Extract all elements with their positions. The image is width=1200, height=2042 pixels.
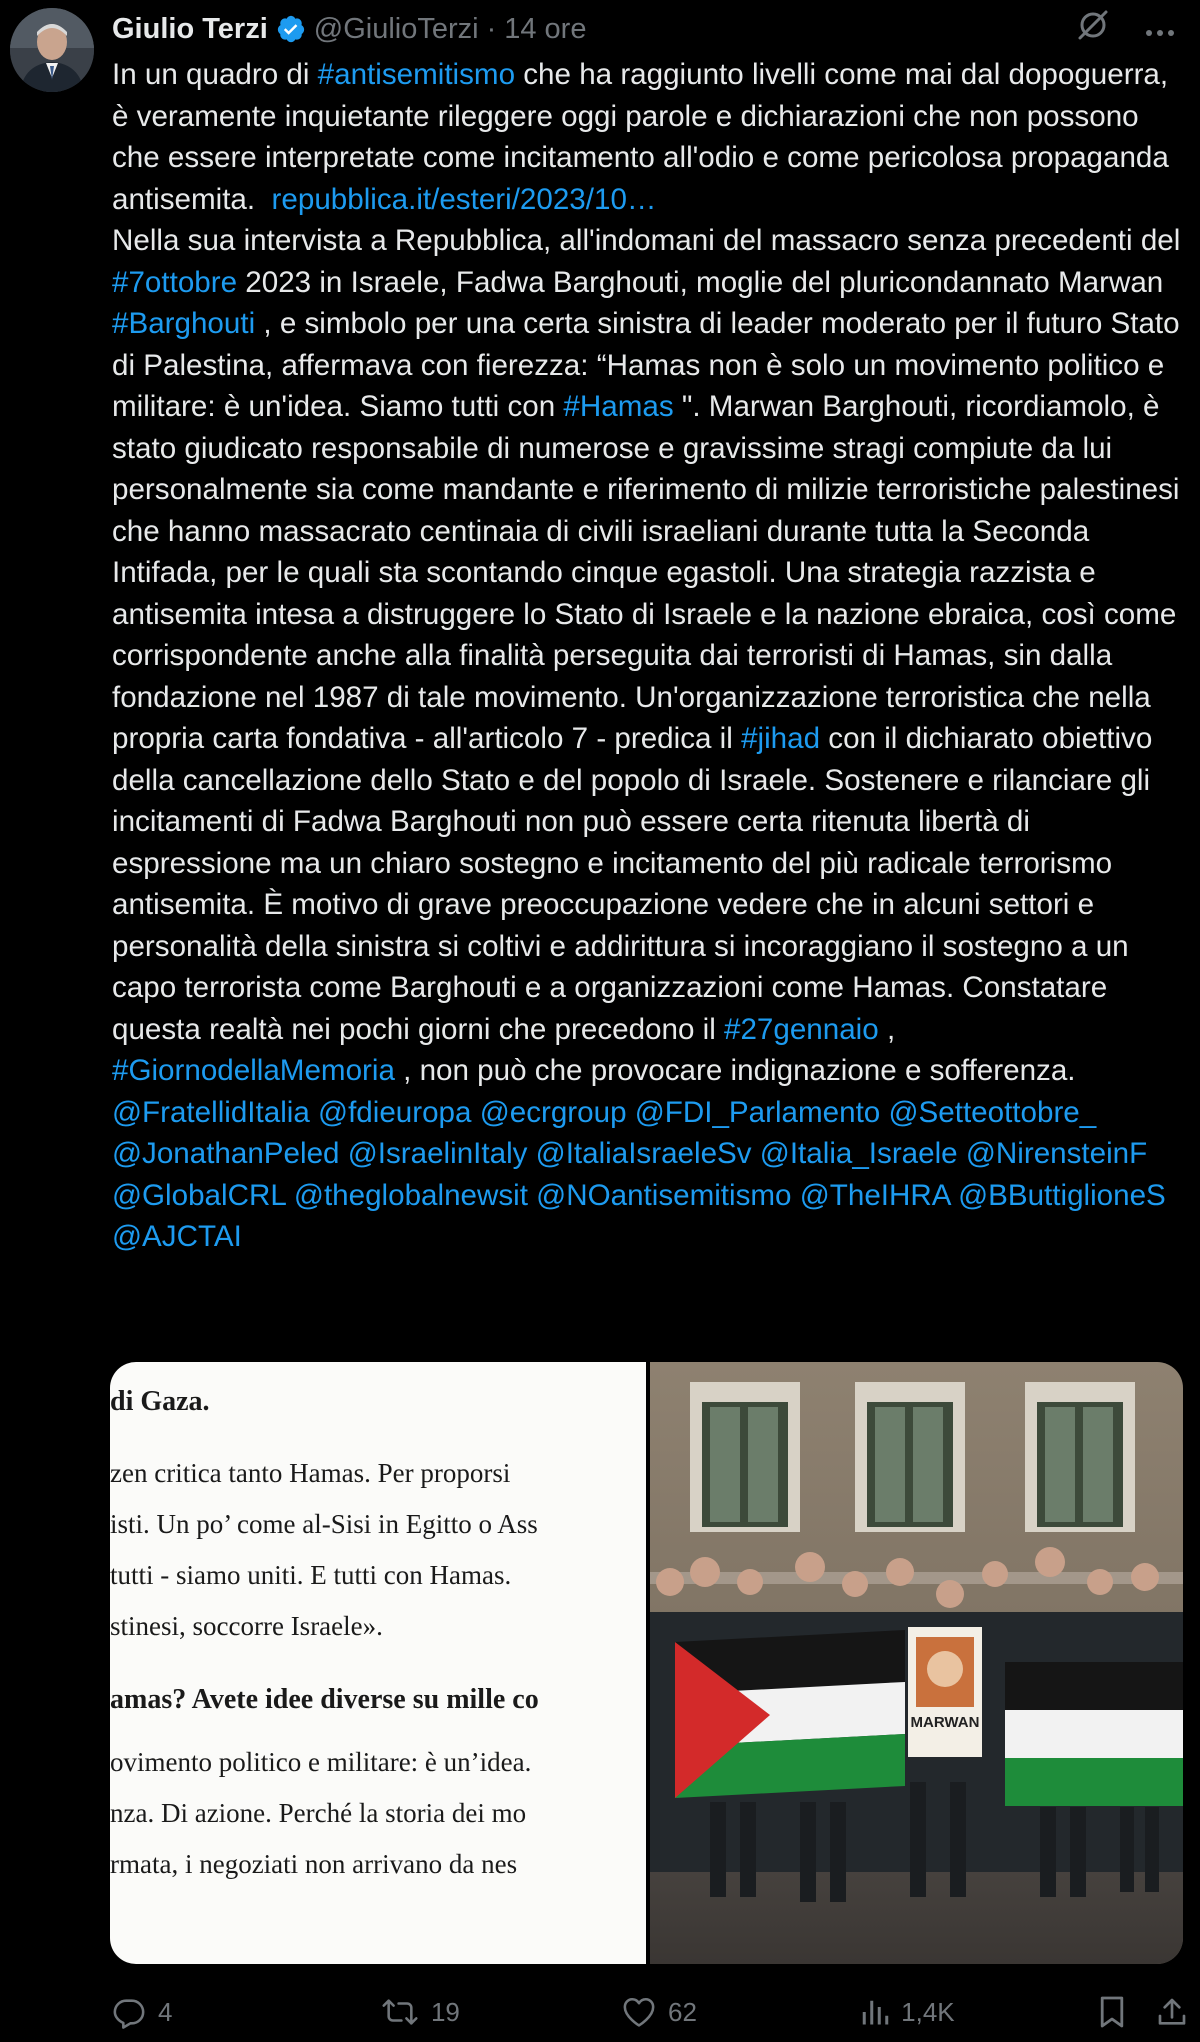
tweet-link[interactable]: #Barghouti xyxy=(112,307,256,340)
views-count: 1,4K xyxy=(901,1996,955,2027)
share-button[interactable] xyxy=(1156,1995,1188,2029)
tweet-text xyxy=(112,54,1188,1258)
article-text-line: zen critica tanto Hamas. Per proporsi xyxy=(110,1458,511,1488)
tweet-link[interactable]: #7ottobre xyxy=(112,265,238,299)
article-text-line: nza. Di azione. Perché la storia dei mo xyxy=(110,1798,527,1828)
retweet-count: 19 xyxy=(430,1996,460,2027)
tweet-text-segment: ". Marwan Barghouti, ricordiamolo, è stato giudicato responsabile di numerose e gravissime stragi compiute da lui personalmente sia come mandante e riferimento di milizie terroristiche palestinesi che hanno massacrato centinaia di civili israeliani durante tutta la Seconda Intifada, per le quali sta scontando cinque egastoli. Una strategia razzista e antisemita intesa a distruggere lo Stato di Israele e la nazione ebraica, così come corrispondente anche alla finalità perseguita dai terroristi di Hamas, sin dalla fondazione nel 1987 di tale movimento. Un'organizzazione terroristica che nella propria carta fondativa - all'articolo 7 - predica il xyxy=(112,390,1188,755)
more-options-icon[interactable] xyxy=(1144,13,1176,46)
tweet-text-segment: che ha raggiunto livelli come mai dal dopoguerra, è veramente inquietante rileggere oggi parole e dichiarazioni che non possono che essere interpretate come incitamento all'odio e come pericolosa propaganda antisemita. xyxy=(112,58,1178,216)
like-count: 62 xyxy=(668,1996,697,2027)
tweet-text-segment: con il dichiarato obiettivo della cancellazione dello Stato e del popolo di Israele. Sostenere e rilanciare gli incitamenti di Fadwa Barghouti non può essere certa ritenuta libertà di espressione ma un chiaro sostegno e incitamento del più radicale terrorismo antisemita. È motivo di grave preoccupazione vedere che in alcuni settori e personalità della sinistra si coltivi e addirittura si incoraggiano il sostegno a un capo terrorista come Barghouti e a organizzazioni come Hamas. Constatare questa realtà nei pochi giorni che precedono il xyxy=(112,722,1161,1046)
tweet-text-segment: Nella sua intervista a Repubblica, all'indomani del massacro senza precedenti del xyxy=(112,224,1181,257)
tweet-link[interactable]: #antisemitismo xyxy=(317,58,516,91)
tweet-media[interactable] xyxy=(110,1362,1183,1964)
tweet-text-segment: , xyxy=(886,1012,896,1046)
tweet-link[interactable]: #27gennaio xyxy=(724,1012,879,1046)
retweet-icon xyxy=(381,1995,419,2029)
photo-illustration-icon xyxy=(650,1362,1183,1964)
article-text-line: tutti - siamo uniti. E tutti con Hamas. xyxy=(110,1560,512,1590)
tweet-link[interactable]: #Hamas xyxy=(563,390,674,423)
views-chart-icon xyxy=(859,1997,889,2027)
tweet-link[interactable]: #jihad xyxy=(741,722,821,755)
article-text-line: isti. Un po’ come al-Sisi in Egitto o Ass xyxy=(110,1509,538,1539)
author-handle[interactable]: @GiulioTerzi xyxy=(313,12,479,45)
retweet-button[interactable] xyxy=(381,1995,622,2029)
article-text-line: ovimento politico e militare: è un’idea. xyxy=(110,1747,532,1777)
avatar-photo-icon xyxy=(10,8,94,92)
tweet-actions-bar xyxy=(112,1990,1188,2034)
article-screenshot-image[interactable] xyxy=(110,1362,646,1964)
heart-icon xyxy=(622,1996,656,2028)
article-text-line: rmata, i negoziati non arrivano da nes xyxy=(110,1849,518,1879)
tweet-text-segment: 2023 in Israele, Fadwa Barghouti, moglie del pluricondannato Marwan xyxy=(237,265,1172,299)
tweet-text-segment: In un quadro di xyxy=(112,58,318,91)
bookmark-button[interactable] xyxy=(1098,1995,1156,2029)
header-separator: · xyxy=(486,12,497,45)
tweet-text-segment: , e simbolo per una certa sinistra di leader moderato per il futuro Stato di Palestina, affermava con fierezza: “Hamas non è solo un movimento politico e militare: è un'idea. Siamo tutti con xyxy=(112,307,1188,423)
article-text-line: amas? Avete idee diverse su mille co xyxy=(110,1684,539,1715)
tweet-link[interactable]: repubblica.it/esteri/2023/10… xyxy=(271,182,657,216)
like-button[interactable] xyxy=(622,1996,859,2028)
poster-text: MARWAN xyxy=(910,1714,980,1731)
author-avatar[interactable] xyxy=(10,8,94,92)
protest-photo-image[interactable] xyxy=(650,1362,1183,1964)
author-name[interactable]: Giulio Terzi xyxy=(112,12,268,45)
reply-count: 4 xyxy=(158,1996,173,2027)
tweet-header xyxy=(112,8,1176,50)
tweet-text-segment: , non può che provocare indignazione e sofferenza. xyxy=(403,1054,1076,1087)
share-icon xyxy=(1156,1995,1188,2029)
article-text-line: di Gaza. xyxy=(110,1386,210,1417)
verified-badge-icon xyxy=(276,14,306,44)
tweet-link[interactable]: @FratellidItalia @fdieuropa @ecrgroup @FDI_Parlamento @Setteottobre_ @JonathanPeled @IsraelinItaly @ItaliaIsraeleSv @Italia_Israele @NirensteinF @GlobalCRL @theglobalnewsit @NOantisemitismo @TheIHRA @BButtiglioneS @AJCTAI xyxy=(112,1095,1175,1253)
grok-icon[interactable] xyxy=(1076,8,1110,50)
bookmark-icon xyxy=(1098,1995,1126,2029)
tweet-timestamp[interactable]: 14 ore xyxy=(504,12,587,45)
article-text-line: stinesi, soccorre Israele». xyxy=(110,1611,383,1641)
views-button[interactable] xyxy=(859,1997,1098,2028)
reply-button[interactable] xyxy=(112,1995,381,2029)
tweet-link[interactable]: #GiornodellaMemoria xyxy=(112,1054,395,1087)
reply-icon xyxy=(112,1995,146,2029)
